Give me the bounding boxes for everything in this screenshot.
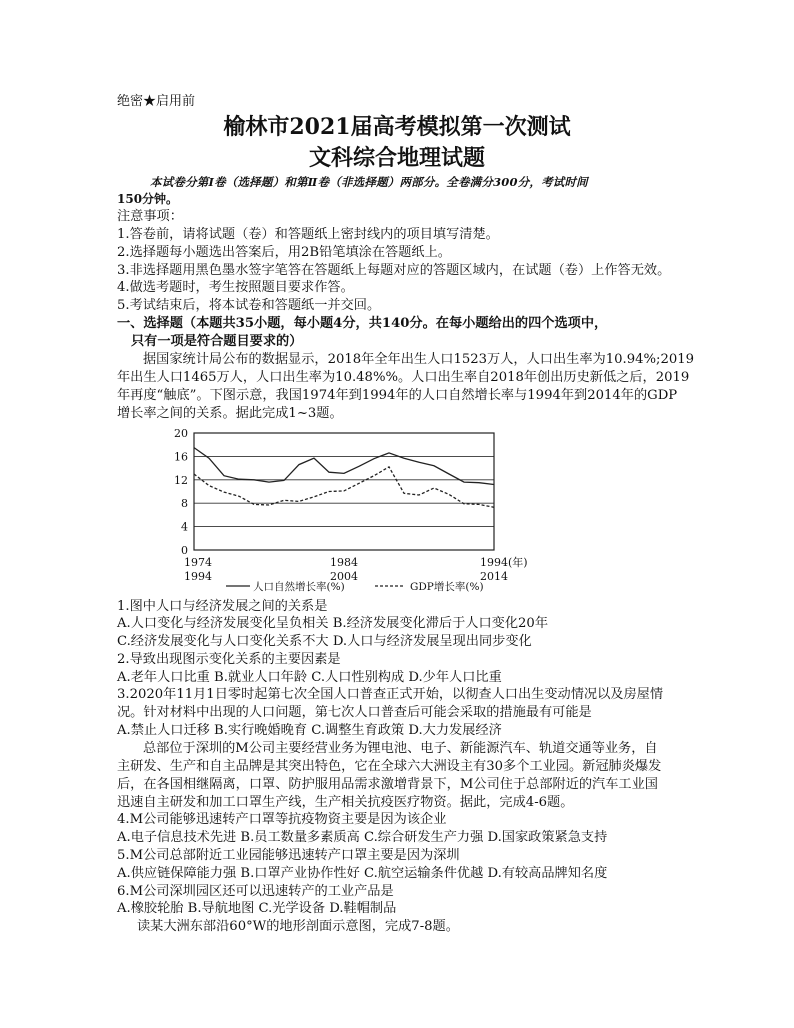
question-line: 1.图中人口与经济发展之间的关系是	[117, 599, 328, 614]
y-tick-label: 8	[181, 497, 188, 511]
question-option: A.人口变化与经济发展变化呈负相关 B.经济发展变化滞后于人口变化20年	[117, 616, 549, 631]
intro-line-1: 本试卷分第Ⅰ卷（选择题）和第Ⅱ卷（非选择题）两部分。全卷满分300分，考试时间	[150, 175, 588, 189]
x-tick-label-bottom: 2004	[330, 570, 358, 583]
question-option: A.老年人口比重 B.就业人口年龄 C.人口性别构成 D.少年人口比重	[117, 670, 502, 685]
chart-labels	[174, 427, 528, 593]
legend-label-gdp: GDP增长率(%)	[410, 581, 484, 593]
section-heading-cont: 只有一项是符合题目要求的）	[131, 334, 303, 349]
passage-2-line: 迅速自主研发和加工口罩生产线，生产相关抗疫医疗物资。据此，完成4-6题。	[117, 795, 574, 810]
question-option: A.电子信息技术先进 B.员工数量多素质高 C.综合研发生产力强 D.国家政策紧急支持	[117, 830, 608, 845]
passage-2-line: 后，在各国相继隔离，口罩、防护服用品需求激增背景下，M公司住于总部附近的汽车工业国	[117, 777, 658, 792]
y-tick-label: 4	[181, 520, 188, 534]
question-line: 6.M公司深圳园区还可以迅速转产的工业产品是	[117, 884, 394, 899]
note-item: 2.选择题每小题选出答案后，用2B铅笔填涂在答题纸上。	[117, 245, 451, 260]
passage-1-line: 增长率之间的关系。据此完成1~3题。	[117, 406, 343, 421]
y-tick-label: 0	[181, 544, 188, 557]
x-tick-label-top: 1994	[480, 556, 508, 569]
y-tick-label: 16	[174, 450, 188, 464]
notes-heading: 注意事项：	[117, 209, 183, 224]
question-option: A.橡胶轮胎 B.导航地图 C.光学设备 D.鞋帽制品	[117, 901, 397, 916]
question-line: 况。针对材料中出现的人口问题，第七次人口普查后可能会采取的措施最有可能是	[117, 705, 592, 720]
x-tick-label-top: 1984	[330, 556, 358, 569]
population-gdp-chart	[160, 425, 530, 595]
passage-2-line: 总部位于深圳的M公司主要经营业务为锂电池、电子、新能源汽车、轨道交通等业务，自	[143, 741, 658, 756]
x-tick-label-bottom: 1994	[184, 570, 212, 583]
question-option: A.禁止人口迁移 B.实行晚婚晚育 C.调整生育政策 D.大力发展经济	[117, 723, 502, 738]
exam-title: 榆林市2021届高考模拟第一次测试	[223, 114, 571, 140]
confidential-label: 绝密★启用前	[117, 94, 196, 109]
y-tick-label: 12	[174, 473, 188, 487]
passage-1-line: 据国家统计局公布的数据显示，2018年全年出生人口1523万人，人口出生率为10.94%;2019	[143, 352, 695, 367]
population-growth-line	[194, 448, 494, 485]
section-heading: 一、选择题（本题共35小题，每小题4分，共140分。在每小题给出的四个选项中，	[117, 316, 608, 331]
passage-2-line: 主研发、生产和自主品牌是其突出特色，它在全球六大洲设主有30多个工业园。新冠肺炎爆发	[117, 759, 662, 774]
question-option: A.供应链保障能力强 B.口罩产业协作性好 C.航空运输条件优越 D.有较高品牌知名度	[117, 866, 608, 881]
note-item: 4.做选考题时，考生按照题目要求作答。	[117, 280, 354, 295]
question-line: 2.导致出现图示变化关系的主要因素是	[117, 652, 341, 667]
question-option: C.经济发展变化与人口变化关系不大 D.人口与经济发展呈现出同步变化	[117, 634, 532, 649]
y-tick-label: 20	[174, 427, 188, 440]
question-line: 3.2020年11月1日零时起第七次全国人口普查正式开始，以彻查人口出生变动情况以及房屋情	[117, 687, 664, 702]
note-item: 1.答卷前，请将试题（卷）和答题纸上密封线内的项目填写清楚。	[117, 227, 499, 242]
x-tick-label-top: 1974	[184, 556, 212, 569]
question-line: 5.M公司总部附近工业园能够迅速转产口罩主要是因为深圳	[117, 848, 460, 863]
note-item: 5.考试结束后，将本试卷和答题纸一并交回。	[117, 298, 381, 313]
note-item: 3.非选择题用黑色墨水签字笔答在答题纸上每题对应的答题区域内，在试题（卷）上作答无效。	[117, 263, 671, 278]
exam-subtitle: 文科综合地理试题	[308, 145, 485, 171]
question-line: 4.M公司能够迅速转产口罩等抗疫物资主要是因为该企业	[117, 812, 447, 827]
passage-3-line: 读某大洲东部沿60°W的地形剖面示意图，完成7-8题。	[137, 919, 459, 934]
x-tick-label-bottom: 2014	[480, 570, 508, 583]
passage-1-line: 年出生人口1465万人，人口出生率为10.48%%。人口出生率自2018年创出历史新低之后，2019	[117, 370, 690, 385]
legend-label-population: 人口自然增长率(%)	[253, 581, 345, 593]
x-axis-unit: (年)	[508, 556, 528, 569]
intro-line-2: 150分钟。	[117, 192, 179, 206]
passage-1-line: 年再度“触底”。下图示意，我国1974年到1994年的人口自然增长率与1994年到2014年的GDP	[117, 388, 678, 403]
